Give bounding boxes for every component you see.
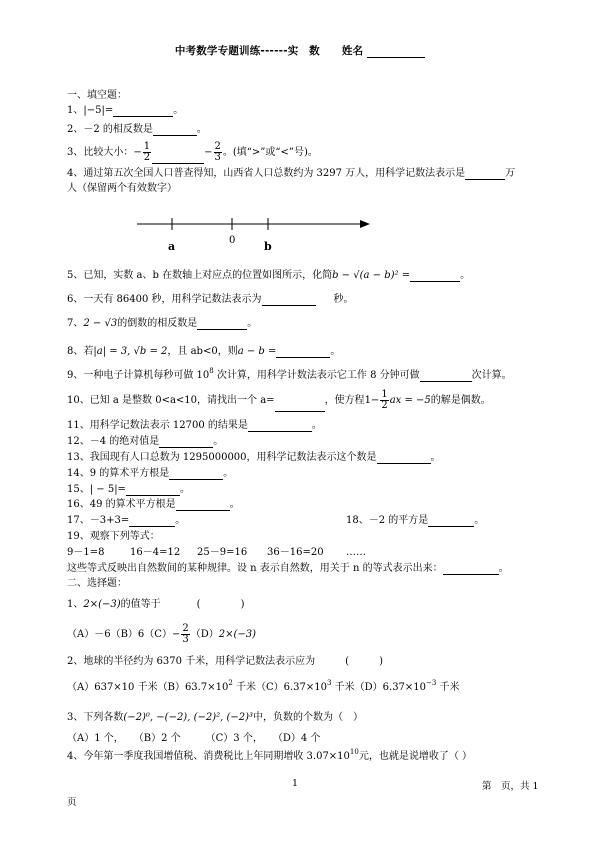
choice-3: 3、下列各数(−2)⁰, −(−2), (−2)², (−2)³中，负数的个数为（ ） xyxy=(67,712,364,723)
question-17: 17、－3+3= 。 xyxy=(67,515,186,526)
question-16: 16、49 的算术平方根是 。 xyxy=(67,499,240,510)
question-4: 4、通过第五次全国人口普查得知，山西省人口总数约为 3297 万人，用科学记数法表示是 万 xyxy=(67,168,516,179)
fraction-two-thirds: $\frac{2}{3}$ xyxy=(214,141,221,163)
fraction-half: $\frac{1}{2}$ xyxy=(143,141,151,163)
question-19-equations: 9－1=8 16－4=12 25－9=16 36－16=20 …… xyxy=(67,547,366,558)
footer-page-tail: 页 xyxy=(67,797,77,808)
question-19-line2: 这些等式反映出自然数间的某种规律。设 n 表示自然数，用关于 n 的等式表示出来： 。 xyxy=(67,563,509,574)
question-12: 12、－4 的绝对值是 。 xyxy=(67,436,224,447)
question-13: 13、我国现有人口总数为 1295000000，用科学记数法表示这个数是 。 xyxy=(67,452,441,463)
question-14: 14、9 的算术平方根是 。 xyxy=(67,468,234,479)
choice-1: 1、2×(−3)的值等于 ( ) xyxy=(67,599,245,610)
section-fill-in-heading: 一、填空题： xyxy=(67,90,127,101)
question-10: 10、已知 a 是整数 0<a<10，请找出一个 a= ，使方程1− $\frac{1}{2}$ ax = −5的解是偶数。 xyxy=(67,389,491,411)
number-line-arrow-icon xyxy=(360,220,370,228)
label-b: b xyxy=(264,240,272,253)
label-a: a xyxy=(168,240,176,253)
section-choice-heading: 二、选择题： xyxy=(67,578,127,589)
label-zero: 0 xyxy=(229,235,236,246)
footer-page-info: 第 页，共 1 xyxy=(482,781,539,792)
choice-2-options: （A）637×10 千米$(B)63.7\times 10^2$ 千米$(C)6.37\times 10^3$ 千米$(D)6.37\times 10^{-3}$ 千米 xyxy=(67,679,460,693)
choice-3-options: （A）1 个， （B）2 个 （C）3 个， （D）4 个 xyxy=(67,733,321,744)
footer-page-number: 1 xyxy=(292,778,299,789)
question-6: 6、一天有 86400 秒，用科学记数法表示为 秒。 xyxy=(67,294,354,305)
choice-2: 2、地球的半径约为 6370 千米，用科学记数法表示应为 ( ) xyxy=(67,656,383,667)
question-11: 11、用科学记数法表示 12700 的结果是 。 xyxy=(67,420,322,431)
question-5: 5、已知，实数 a、b 在数轴上对应点的位置如图所示，化简b − √(a − b)² = 。 xyxy=(67,270,471,281)
question-1: 1、|−5|= 。 xyxy=(67,105,184,116)
question-15: 15、| − 5|= 。 xyxy=(67,484,190,495)
question-3: 3、比较大小：− $\frac{1}{2}$ − $\frac{2}{3}$ 。(填“>”或“<”号)。 xyxy=(67,141,318,163)
question-9: 9、一种电子计算机每秒可做 $10^8$ 次计算，用科学计数法表示它工作 8 分钟可做 次计算。 xyxy=(67,367,512,381)
choice-1-options: （A）－6（B）6（C）− $\frac{2}{3}$ （D）2×(−3) xyxy=(67,623,257,645)
choice-4: 4、今年第一季度我国增值税、消费税比上年同期增收 $3.07\times 10^{10}$元，也就是说增收了（ ） xyxy=(67,748,473,762)
question-4-line2: 人（保留两个有效数字） xyxy=(67,183,177,194)
question-7: 7、2 − √3的倒数的相反数是 。 xyxy=(67,318,258,329)
title-text: 中考数学专题训练------实 数 xyxy=(174,45,320,57)
question-8: 8、若|a| = 3, √b = 2，且 ab<0，则a − b = 。 xyxy=(67,346,341,357)
question-19: 19、观察下列等式： xyxy=(67,531,160,542)
name-label: 姓名 xyxy=(341,45,364,57)
question-2: 2、－2 的相反数是 。 xyxy=(67,124,207,135)
question-18: 18、－2 的平方是 。 xyxy=(346,515,485,526)
